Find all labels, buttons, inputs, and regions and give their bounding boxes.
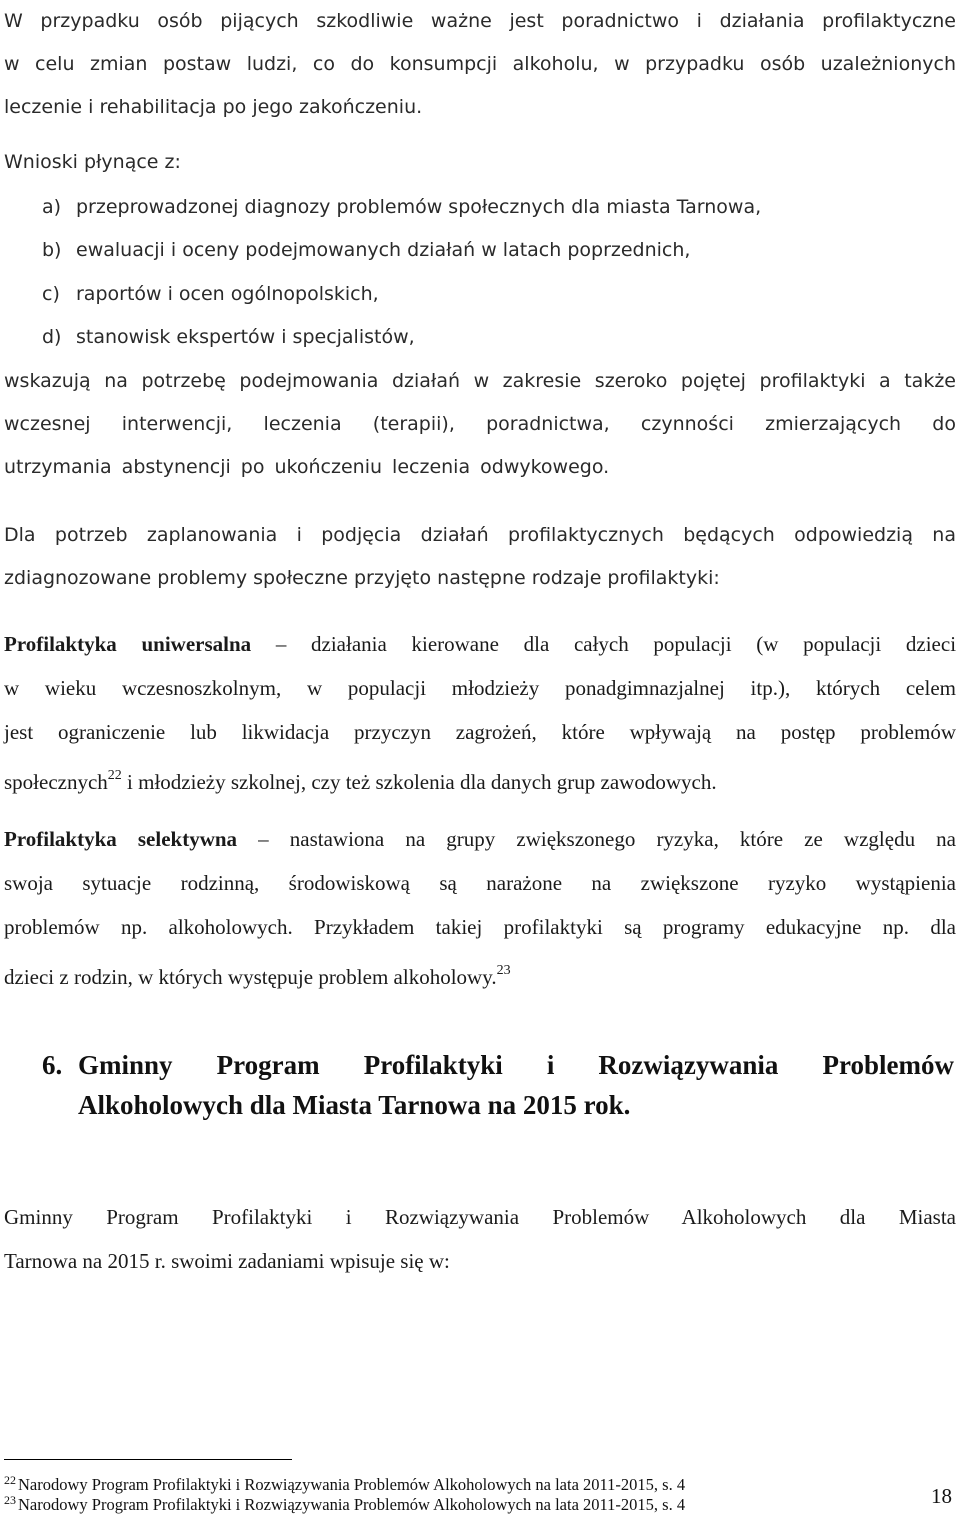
footnote-text: Narodowy Program Profilaktyki i Rozwiązywania Problemów Alkoholowych na lata 2011-2015, s. 4 bbox=[18, 1475, 686, 1494]
selective-definition: nastawiona na grupy zwiększonego ryzyka, które ze względu na bbox=[289, 827, 956, 851]
footnote-text: Narodowy Program Profilaktyki i Rozwiązywania Problemów Alkoholowych na lata 2011-2015, s. 4 bbox=[18, 1495, 686, 1514]
intro-line-2: w celu zmian postaw ludzi, co do konsumpcji alkoholu, w przypadku osób uzależnionych bbox=[4, 53, 956, 75]
list-item-label: a) bbox=[42, 196, 62, 218]
list-item bbox=[42, 320, 415, 354]
section-number: 6. bbox=[42, 1050, 63, 1080]
intro-line-1: W przypadku osób pijących szkodliwie ważne jest poradnictwo i działania profilaktyczne bbox=[4, 10, 956, 32]
universal-line-4 bbox=[4, 754, 956, 798]
list-item-text: przeprowadzonej diagnozy problemów społecznych dla miasta Tarnowa, bbox=[76, 196, 762, 218]
list-item-text: ewaluacji i oceny podejmowanych działań w latach poprzednich, bbox=[76, 239, 691, 261]
intro-paragraph bbox=[4, 0, 956, 129]
section-title-line-1: Gminny Program Profilaktyki i Rozwiązywania Problemów bbox=[78, 1050, 954, 1080]
conclusions-paragraph bbox=[4, 360, 956, 489]
universal-line-1 bbox=[4, 622, 956, 666]
list-item-label: b) bbox=[42, 239, 62, 261]
list-item bbox=[42, 233, 690, 267]
section-heading-line-1 bbox=[42, 1045, 954, 1085]
universal-line-4-rest: i młodzieży szkolnej, czy też szkolenia dla danych grup zawodowych. bbox=[127, 770, 717, 794]
universal-line-2: w wieku wczesnoszkolnym, w populacji młodzieży ponadgimnazjalnej itp.), których celem bbox=[4, 676, 956, 700]
footnote-number: 22 bbox=[4, 1473, 16, 1487]
selective-line-4-text: dzieci z rodzin, w których występuje problem alkoholowy. bbox=[4, 965, 497, 989]
footnote-23 bbox=[4, 1490, 685, 1515]
em-dash: – bbox=[258, 827, 269, 851]
selective-line-3: problemów np. alkoholowych. Przykładem takiej profilaktyki są programy edukacyjne np. dla bbox=[4, 915, 956, 939]
page-number: 18 bbox=[931, 1484, 952, 1508]
types-intro-paragraph bbox=[4, 514, 956, 600]
section-title-line-2: Alkoholowych dla Miasta Tarnowa na 2015 rok. bbox=[78, 1090, 631, 1120]
program-line-2: Tarnowa na 2015 r. swoimi zadaniami wpisuje się w: bbox=[4, 1249, 450, 1273]
list-item-text: stanowisk ekspertów i specjalistów, bbox=[76, 326, 415, 348]
conclusions-line-3: utrzymania abstynencji po ukończeniu leczenia odwykowego. bbox=[4, 456, 610, 478]
list-item-label: c) bbox=[42, 283, 60, 305]
types-intro-line-2: zdiagnozowane problemy społeczne przyjęto następne rodzaje profilaktyki: bbox=[4, 567, 720, 589]
universal-definition: działania kierowane dla całych populacji (w populacji dzieci bbox=[311, 632, 957, 656]
conclusions-line-2: wczesnej interwencji, leczenia (terapii), poradnictwa, czynności zmierzających do bbox=[4, 413, 956, 435]
universal-term: Profilaktyka uniwersalna bbox=[4, 632, 252, 656]
conclusions-heading: Wnioski płynące z: bbox=[4, 151, 181, 173]
selective-line-2: swoja sytuacje rodzinną, środowiskową są narażone na zwiększone ryzyko wystąpienia bbox=[4, 871, 956, 895]
program-line-1: Gminny Program Profilaktyki i Rozwiązywania Problemów Alkoholowych dla Miasta bbox=[4, 1205, 956, 1229]
selective-term: Profilaktyka selektywna bbox=[4, 827, 238, 851]
conclusions-line-1: wskazują na potrzebę podejmowania działań w zakresie szeroko pojętej profilaktyki a także bbox=[4, 370, 956, 392]
selective-line-1 bbox=[4, 817, 956, 861]
footnote-number: 23 bbox=[4, 1493, 16, 1507]
list-item-label: d) bbox=[42, 326, 62, 348]
universal-paragraph bbox=[4, 622, 956, 798]
section-heading bbox=[42, 1045, 954, 1125]
footnote-ref-22[interactable]: 22 bbox=[107, 768, 122, 783]
selective-line-4 bbox=[4, 949, 956, 993]
selective-paragraph bbox=[4, 817, 956, 993]
universal-line-3: jest ograniczenie lub likwidacja przyczyn zagrożeń, które wpływają na postęp problemów bbox=[4, 720, 956, 744]
program-paragraph bbox=[4, 1195, 956, 1283]
intro-line-3: leczenie i rehabilitacja po jego zakończeniu. bbox=[4, 96, 423, 118]
list-item-text: raportów i ocen ogólnopolskich, bbox=[76, 283, 379, 305]
universal-line-4-text: społecznych bbox=[4, 770, 108, 794]
types-intro-line-1: Dla potrzeb zaplanowania i podjęcia działań profilaktycznych będących odpowiedzią na bbox=[4, 524, 956, 546]
list-item bbox=[42, 190, 761, 224]
list-item bbox=[42, 277, 379, 311]
footnote-separator bbox=[4, 1459, 292, 1460]
em-dash: – bbox=[275, 632, 287, 656]
footnote-ref-23[interactable]: 23 bbox=[496, 963, 511, 978]
